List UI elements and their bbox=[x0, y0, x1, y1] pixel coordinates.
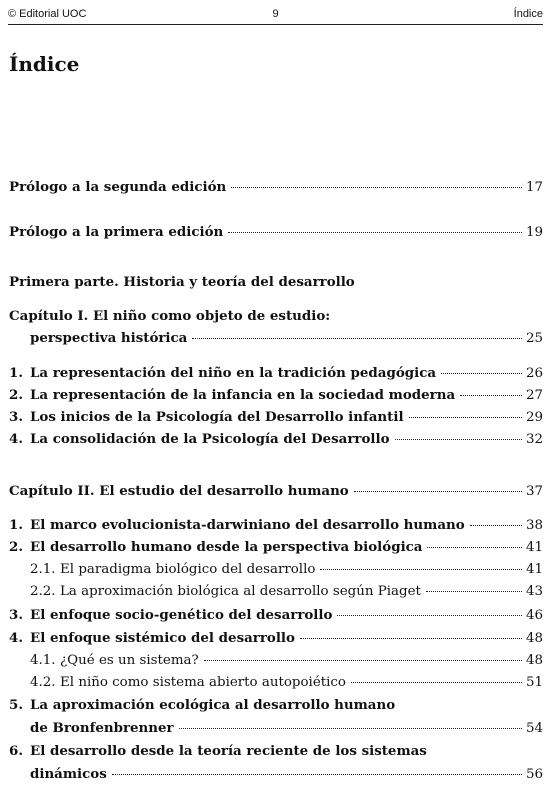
dot-leader bbox=[441, 373, 522, 374]
toc-entry-number: 2.1. bbox=[30, 562, 56, 577]
toc-entry[interactable] bbox=[9, 538, 543, 557]
toc-subentry[interactable] bbox=[30, 674, 543, 692]
dot-leader bbox=[427, 547, 521, 548]
dot-leader bbox=[470, 525, 522, 526]
toc-entry-prologo-segunda[interactable] bbox=[9, 178, 543, 197]
page-header bbox=[8, 6, 543, 25]
part-heading: Primera parte. Historia y teoría del desarrollo bbox=[9, 274, 355, 290]
toc-entry-title: La representación del niño en la tradición pedagógica bbox=[30, 365, 437, 381]
toc-entry-title: El enfoque socio-genético del desarrollo bbox=[30, 607, 333, 623]
header-section: Índice bbox=[513, 8, 543, 20]
toc-entry-page: 32 bbox=[525, 432, 543, 447]
header-page-number: 9 bbox=[272, 8, 279, 20]
toc-entry-chapter-2[interactable] bbox=[9, 482, 543, 501]
toc-entry-title: Capítulo II. El estudio del desarrollo humano bbox=[9, 483, 349, 499]
chapter-1-heading: Capítulo I. El niño como objeto de estudio: bbox=[9, 308, 331, 324]
dot-leader bbox=[228, 232, 522, 233]
toc-entry-title: ¿Qué es un sistema? bbox=[60, 653, 199, 668]
toc-entry-page: 17 bbox=[525, 180, 543, 195]
toc-entry[interactable] bbox=[30, 719, 543, 738]
toc-entry-page: 41 bbox=[525, 540, 543, 555]
dot-leader bbox=[337, 615, 522, 616]
toc-entry-page: 19 bbox=[525, 225, 543, 240]
header-publisher: © Editorial UOC bbox=[8, 8, 87, 20]
toc-entry[interactable] bbox=[30, 765, 543, 784]
dot-leader bbox=[112, 774, 522, 775]
toc-subentry[interactable] bbox=[30, 652, 543, 670]
toc-entry[interactable] bbox=[9, 408, 543, 427]
toc-entry-title: El enfoque sistémico del desarrollo bbox=[30, 630, 295, 646]
toc-entry-line bbox=[9, 742, 427, 760]
toc-entry-number: 4. bbox=[9, 630, 23, 646]
toc-subentry[interactable] bbox=[30, 561, 543, 579]
toc-entry-prologo-primera[interactable] bbox=[9, 223, 543, 242]
toc-entry-number: 6. bbox=[9, 743, 23, 759]
dot-leader bbox=[300, 638, 522, 639]
toc-entry-number: 3. bbox=[9, 409, 23, 425]
toc-entry[interactable] bbox=[9, 386, 543, 405]
toc-entry-page: 41 bbox=[525, 562, 543, 577]
dot-leader bbox=[192, 338, 522, 339]
toc-entry[interactable] bbox=[9, 629, 543, 648]
dot-leader bbox=[409, 417, 522, 418]
toc-entry-title: El niño como sistema abierto autopoiético bbox=[60, 675, 346, 690]
toc-entry-page: 56 bbox=[525, 767, 543, 782]
toc-entry-page: 26 bbox=[525, 366, 543, 381]
toc-entry-chapter-1[interactable] bbox=[30, 329, 543, 348]
dot-leader bbox=[395, 439, 522, 440]
toc-subentry[interactable] bbox=[30, 583, 543, 601]
page-title: Índice bbox=[9, 52, 80, 76]
toc-entry-page: 51 bbox=[525, 675, 543, 690]
toc-entry[interactable] bbox=[9, 364, 543, 383]
dot-leader bbox=[460, 395, 522, 396]
toc-entry[interactable] bbox=[9, 516, 543, 535]
toc-entry-number: 2. bbox=[9, 539, 23, 555]
toc-entry-number: 2.2. bbox=[30, 584, 56, 599]
dot-leader bbox=[179, 728, 522, 729]
toc-entry-page: 37 bbox=[525, 484, 543, 499]
toc-entry-page: 48 bbox=[525, 631, 543, 646]
toc-entry-number: 4.1. bbox=[30, 653, 56, 668]
toc-entry-page: 46 bbox=[525, 608, 543, 623]
toc-entry-title: La aproximación ecológica al desarrollo humano bbox=[30, 697, 396, 713]
toc-entry-title: Los inicios de la Psicología del Desarrollo infantil bbox=[30, 409, 404, 425]
toc-entry-page: 38 bbox=[525, 518, 543, 533]
dot-leader bbox=[426, 591, 522, 592]
dot-leader bbox=[351, 682, 522, 683]
toc-entry-title: El paradigma biológico del desarrollo bbox=[60, 562, 316, 577]
toc-entry-number: 5. bbox=[9, 697, 23, 713]
toc-entry[interactable] bbox=[9, 430, 543, 449]
toc-entry-title: La representación de la infancia en la sociedad moderna bbox=[30, 387, 456, 403]
toc-entry-number: 4. bbox=[9, 431, 23, 447]
dot-leader bbox=[231, 187, 522, 188]
toc-entry-number: 1. bbox=[9, 517, 23, 533]
toc-entry-page: 48 bbox=[525, 653, 543, 668]
toc-entry-page: 29 bbox=[525, 410, 543, 425]
toc-entry-number: 1. bbox=[9, 365, 23, 381]
toc-entry-page: 27 bbox=[525, 388, 543, 403]
toc-entry-title: perspectiva histórica bbox=[30, 330, 188, 346]
toc-entry-number: 4.2. bbox=[30, 675, 56, 690]
toc-entry-title: El marco evolucionista-darwiniano del desarrollo humano bbox=[30, 517, 465, 533]
toc-entry-page: 54 bbox=[525, 721, 543, 736]
toc-entry-number: 3. bbox=[9, 607, 23, 623]
toc-entry-title: La consolidación de la Psicología del Desarrollo bbox=[30, 431, 390, 447]
toc-entry-title-continued: dinámicos bbox=[30, 766, 107, 782]
toc-entry-page: 25 bbox=[525, 331, 543, 346]
dot-leader bbox=[320, 569, 522, 570]
toc-entry-title-continued: de Bronfenbrenner bbox=[30, 720, 174, 736]
dot-leader bbox=[354, 491, 522, 492]
toc-entry[interactable] bbox=[9, 606, 543, 625]
dot-leader bbox=[204, 660, 522, 661]
toc-entry-title: Prólogo a la primera edición bbox=[9, 224, 224, 240]
toc-entry-title: El desarrollo humano desde la perspectiva biológica bbox=[30, 539, 423, 555]
toc-entry-number: 2. bbox=[9, 387, 23, 403]
toc-entry-line bbox=[9, 696, 395, 714]
toc-entry-title: Prólogo a la segunda edición bbox=[9, 179, 227, 195]
toc-entry-title: El desarrollo desde la teoría reciente de los sistemas bbox=[30, 743, 427, 759]
toc-entry-page: 43 bbox=[525, 584, 543, 599]
toc-entry-title: La aproximación biológica al desarrollo según Piaget bbox=[60, 584, 421, 599]
